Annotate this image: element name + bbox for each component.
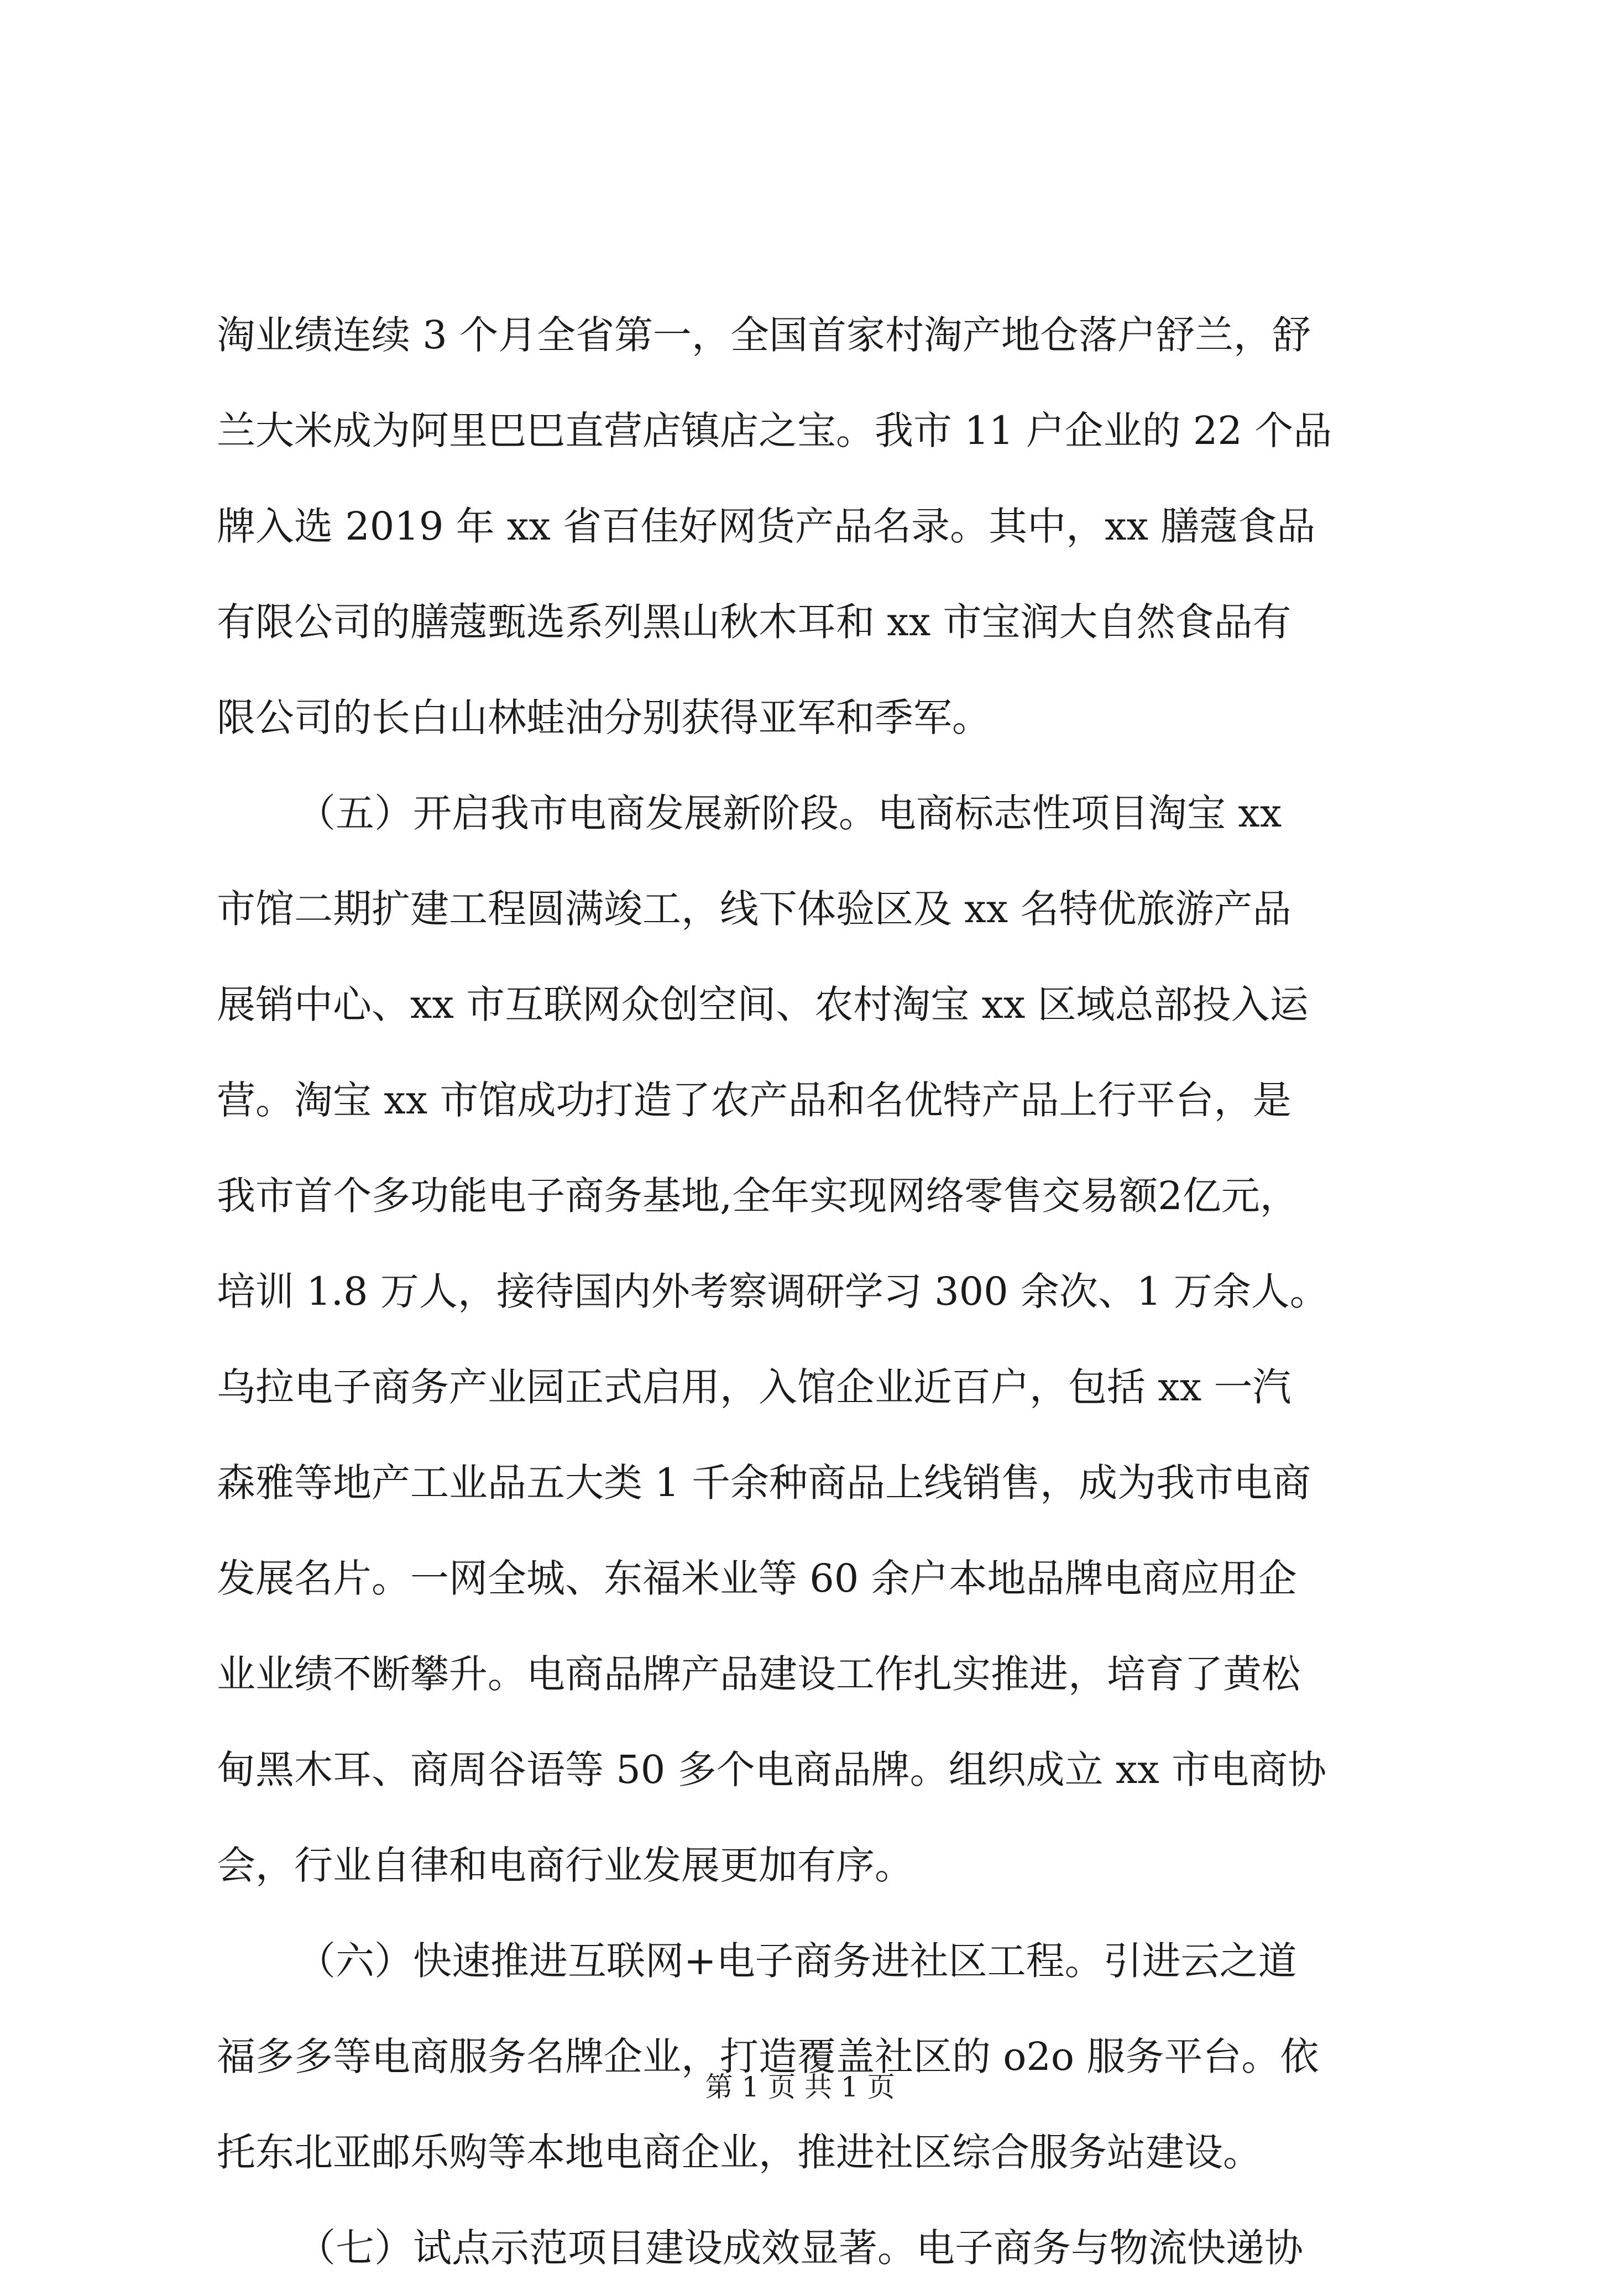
page-footer: 第 1 页 共 1 页 (705, 2071, 895, 2103)
text-line: 森雅等地产工业品五大类 1 千余种商品上线销售，成为我市电商 (217, 1460, 1311, 1505)
text-line: 牌入选 2019 年 xx 省百佳好网货产品名录。其中，xx 膳蔻食品 (217, 504, 1316, 549)
document-body (217, 287, 1383, 2296)
text-line: 业业绩不断攀升。电商品牌产品建设工作扎实推进，培育了黄松 (217, 1651, 1300, 1697)
paragraph-heading-7: （七）试点示范项目建设成效显著。电子商务与物流快递协 (297, 2225, 1303, 2271)
text-line: 营。淘宝 xx 市馆成功打造了农产品和名优特产品上行平台，是 (217, 1078, 1291, 1123)
paragraph-heading-5: （五）开启我市电商发展新阶段。电商标志性项目淘宝 xx (297, 791, 1282, 836)
text-line: 乌拉电子商务产业园正式启用，入馆企业近百户，包括 xx 一汽 (217, 1364, 1291, 1410)
text-line: 淘业绩连续 3 个月全省第一，全国首家村淘产地仓落户舒兰，舒 (217, 312, 1311, 358)
text-line: 市馆二期扩建工程圆满竣工，线下体验区及 xx 名特优旅游产品 (217, 886, 1291, 932)
text-line: 有限公司的膳蔻甄选系列黑山秋木耳和 xx 市宝润大自然食品有 (217, 599, 1291, 645)
text-line: 托东北亚邮乐购等本地电商企业，推进社区综合服务站建设。 (217, 2130, 1262, 2175)
text-line: 甸黑木耳、商周谷语等 50 多个电商品牌。组织成立 xx 市电商协 (217, 1747, 1327, 1792)
text-line: 会，行业自律和电商行业发展更加有序。 (217, 1843, 913, 1888)
text-line: 发展名片。一网全城、东福米业等 60 余户本地品牌电商应用企 (217, 1556, 1297, 1601)
text-line: 展销中心、xx 市互联网众创空间、农村淘宝 xx 区域总部投入运 (217, 982, 1309, 1027)
paragraph-heading-6: （六）快速推进互联网+电子商务进社区工程。引进云之道 (297, 1938, 1297, 1984)
text-line: 培训 1.8 万人，接待国内外考察调研学习 300 余次、1 万余人。 (217, 1269, 1329, 1314)
text-line: 福多多等电商服务名牌企业，打造覆盖社区的 o2o 服务平台。依 (217, 2034, 1319, 2079)
text-line: 我市首个多功能电子商务基地,全年实现网络零售交易额2亿元， (217, 1173, 1299, 1218)
text-line: 兰大米成为阿里巴巴直营店镇店之宝。我市 11 户企业的 22 个品 (217, 408, 1332, 453)
text-line: 限公司的长白山林蛙油分别获得亚军和季军。 (217, 695, 991, 740)
